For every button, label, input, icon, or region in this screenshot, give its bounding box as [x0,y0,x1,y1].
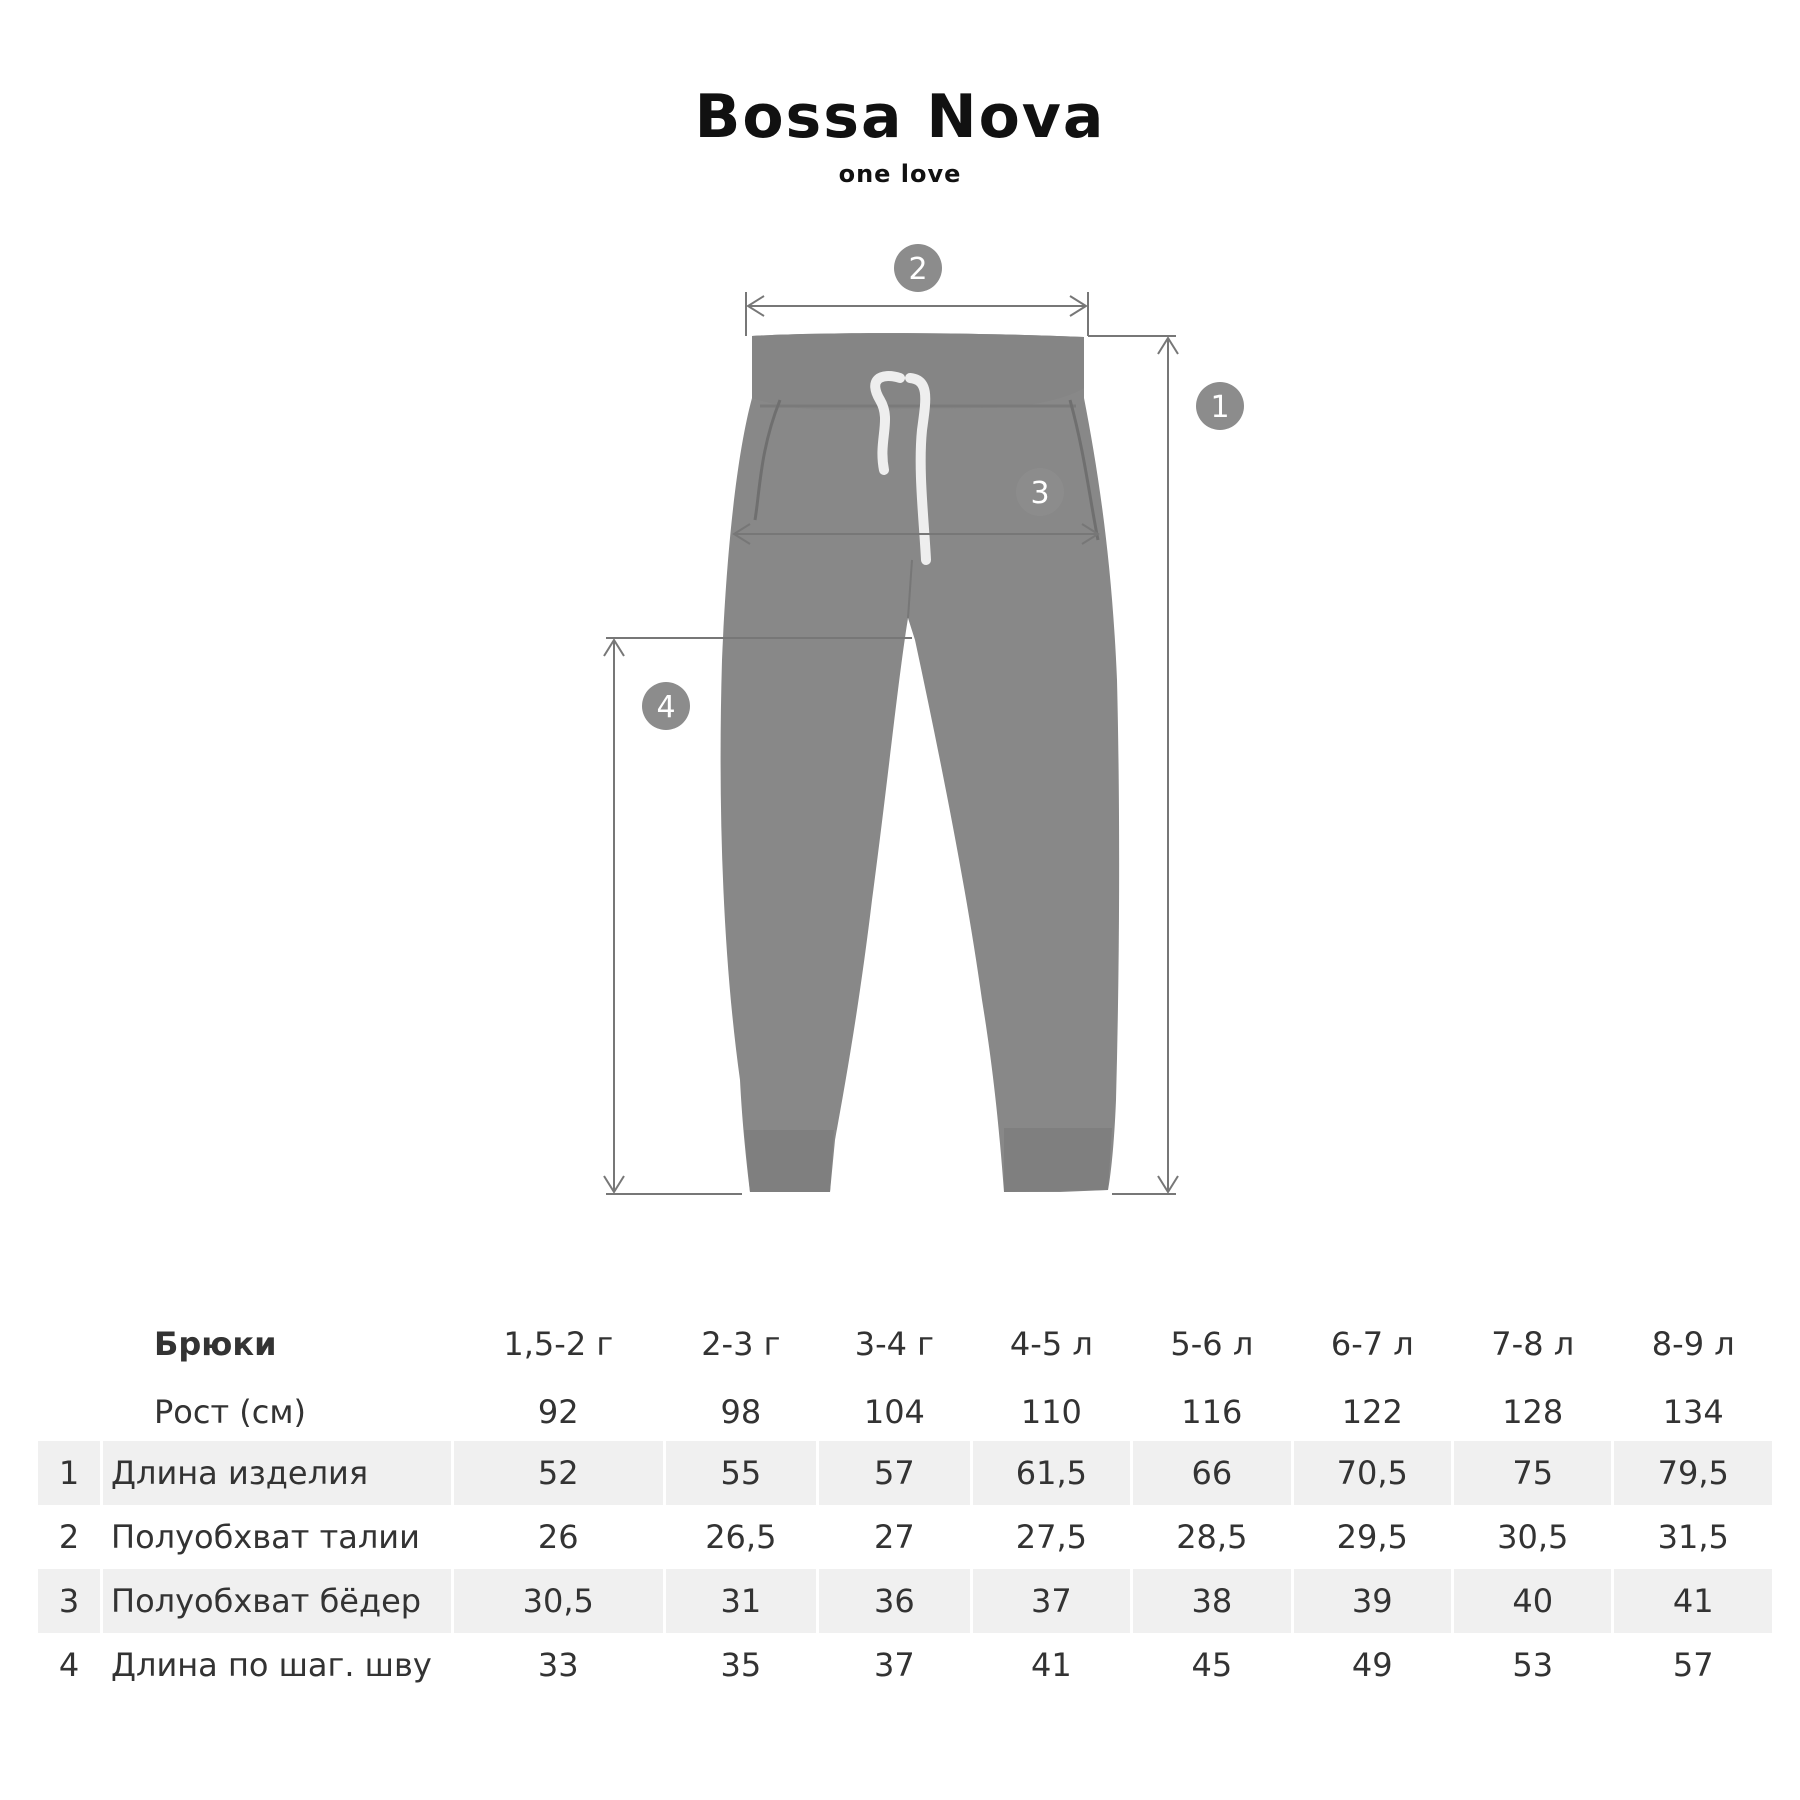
table-cell: 61,5 [973,1441,1130,1505]
table-cell: 30,5 [454,1569,663,1633]
table-cell: 30,5 [1497,1518,1569,1556]
table-cell: 28,5 [1176,1518,1248,1556]
marker-4-label: 4 [656,690,676,725]
brand-tagline: one love [838,160,962,188]
row-number: 3 [38,1569,100,1633]
table-cell: 26 [537,1518,579,1556]
table-cell: 27 [874,1518,915,1556]
table-cell: 35 [720,1646,762,1684]
height-label: Рост (см) [154,1393,306,1431]
table-cell: 29,5 [1336,1518,1408,1556]
size-col: 1,5-2 г [503,1325,614,1363]
table-cell: 37 [973,1569,1130,1633]
table-cell: 92 [537,1393,579,1431]
row-label: Полуобхват талии [111,1518,420,1556]
table-cell: 31 [666,1569,817,1633]
table-cell: 36 [819,1569,970,1633]
brand-name: Bossa Nova [694,82,1106,152]
row-number: 1 [38,1441,100,1505]
table-row [38,1569,1772,1633]
table-cell: 37 [874,1646,915,1684]
table-cell: 70,5 [1294,1441,1451,1505]
size-col: 3-4 г [854,1325,934,1363]
table-cell: 128 [1502,1393,1564,1431]
size-col: 7-8 л [1491,1325,1575,1363]
size-col: 8-9 л [1651,1325,1735,1363]
table-cell: 27,5 [1015,1518,1087,1556]
table-cell: 39 [1294,1569,1451,1633]
row-label: Длина изделия [103,1441,451,1505]
table-cell: 134 [1662,1393,1724,1431]
row-label: Полуобхват бёдер [103,1569,451,1633]
table-cell: 57 [819,1441,970,1505]
table-cell: 98 [720,1393,762,1431]
table-cell: 33 [537,1646,579,1684]
marker-3-label: 3 [1030,476,1050,511]
row-number: 4 [58,1646,80,1684]
row-label: Длина по шаг. шву [111,1646,432,1684]
table-cell: 41 [1614,1569,1772,1633]
table-row [38,1633,1772,1697]
table-cell: 26,5 [705,1518,777,1556]
table-cell: 38 [1133,1569,1290,1633]
table-cell: 41 [1031,1646,1072,1684]
table-cell: 116 [1181,1393,1243,1431]
table-cell: 52 [454,1441,663,1505]
pants-cuff-right [1004,1128,1112,1192]
table-row [38,1505,1772,1569]
table-cell: 49 [1351,1646,1393,1684]
table-title: Брюки [154,1325,277,1363]
pants-waistband [752,333,1084,410]
table-cell: 40 [1454,1569,1611,1633]
marker-1-label: 1 [1210,390,1230,425]
table-header-row [38,1305,1772,1383]
table-cell: 55 [666,1441,817,1505]
table-cell: 45 [1191,1646,1233,1684]
table-cell: 110 [1020,1393,1082,1431]
table-cell: 104 [863,1393,925,1431]
table-row [38,1441,1772,1505]
size-col: 6-7 л [1330,1325,1414,1363]
measure-waist [746,292,1088,336]
size-col: 5-6 л [1170,1325,1254,1363]
size-col: 4-5 л [1009,1325,1093,1363]
table-cell: 31,5 [1657,1518,1729,1556]
table-cell: 79,5 [1614,1441,1772,1505]
table-cell: 66 [1133,1441,1290,1505]
table-cell: 122 [1341,1393,1403,1431]
table-row-height [38,1383,1772,1441]
pants-cuff-left [744,1130,834,1192]
size-col: 2-3 г [701,1325,781,1363]
size-table [35,1305,1775,1697]
table-cell: 57 [1672,1646,1714,1684]
table-cell: 53 [1512,1646,1554,1684]
table-cell: 75 [1454,1441,1611,1505]
row-number: 2 [58,1518,80,1556]
marker-2-label: 2 [908,252,928,287]
